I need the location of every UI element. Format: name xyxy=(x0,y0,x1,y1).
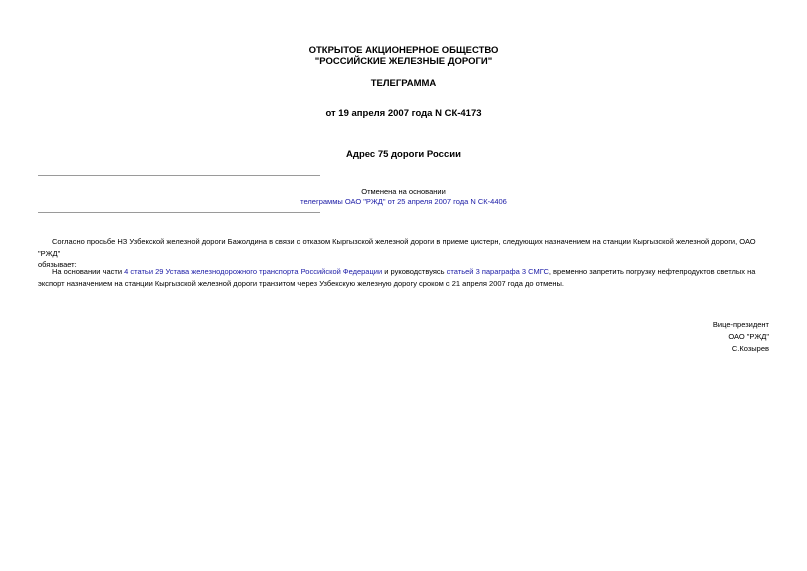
order-text-part2: и руководствуясь xyxy=(382,267,447,276)
signature-title: Вице-президент xyxy=(712,320,769,329)
cancel-note-link[interactable]: телеграммы ОАО "РЖД" от 25 апреля 2007 года N СК-4406 xyxy=(300,197,507,206)
document-date: от 19 апреля 2007 года N СК-4173 xyxy=(325,108,482,119)
document-address: Адрес 75 дороги России xyxy=(346,149,461,160)
obliges-label: обязывает: xyxy=(38,260,77,269)
order-text-part3: , временно запретить погрузку нефтепродуктов светлых на экспорт назначением на станции Кыргызской железной дороги транзитом через Узбекскую железную дорогу сроком с 21 апреля 2007 года до отмены. xyxy=(38,267,756,288)
org-name-line1: ОТКРЫТОЕ АКЦИОНЕРНОЕ ОБЩЕСТВО xyxy=(308,45,499,56)
paragraph-order xyxy=(38,266,773,290)
order-text-part1: На основании части xyxy=(52,267,125,276)
cancel-note-text: Отменена на основании xyxy=(361,187,446,196)
signature-name: С.Козырев xyxy=(731,344,769,353)
cancel-note-link-row xyxy=(0,196,807,207)
signature-org: ОАО "РЖД" xyxy=(728,332,769,341)
charter-article-link[interactable]: 4 статьи 29 Устава железнодорожного транспорта Российской Федерации xyxy=(124,267,383,276)
document-type: ТЕЛЕГРАММА xyxy=(370,78,437,89)
smgs-article-link[interactable]: статьей 3 параграфа 3 СМГС xyxy=(446,267,549,276)
paragraph-request: Согласно просьбе НЗ Узбекской железной дороги Бажолдина в связи с отказом Кыргызской железной дороги в приеме цистерн, следующих назначением на станции Кыргызской железной дороги, ОАО "РЖД" xyxy=(38,237,756,258)
org-name-line2: "РОССИЙСКИЕ ЖЕЛЕЗНЫЕ ДОРОГИ" xyxy=(314,56,493,67)
top-divider xyxy=(38,175,320,176)
bottom-divider xyxy=(38,212,320,213)
